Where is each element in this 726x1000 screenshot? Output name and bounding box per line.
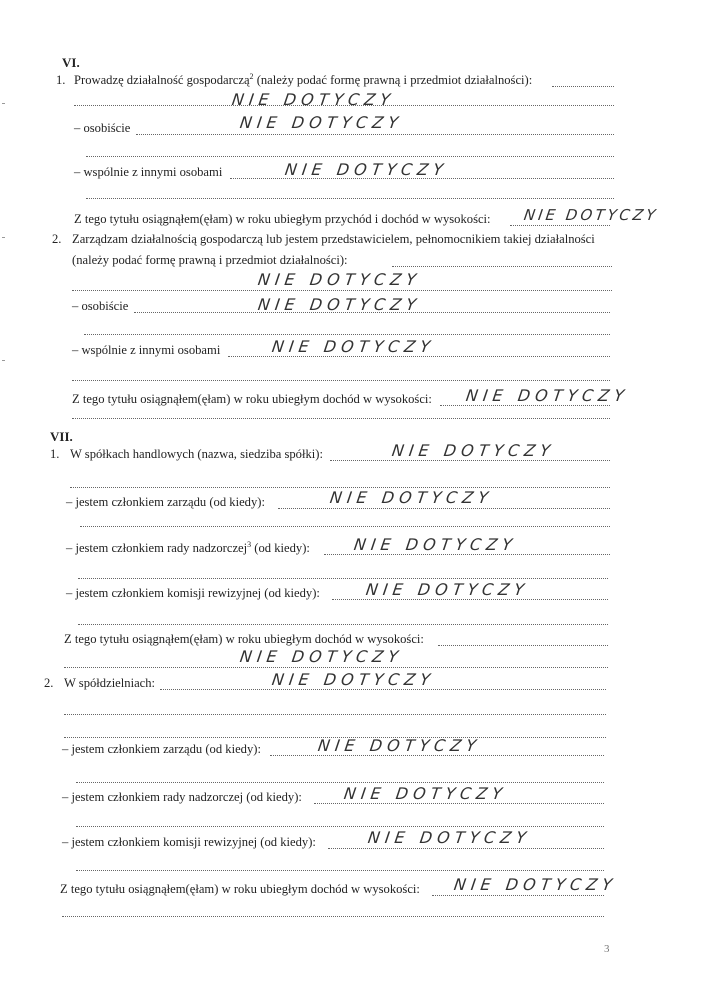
- answer-line[interactable]: [324, 554, 610, 555]
- answer-line[interactable]: [440, 405, 610, 406]
- income-label: Z tego tytułu osiągnąłem(ęłam) w roku ubiegłym dochód w wysokości:: [60, 882, 420, 896]
- answer-line[interactable]: [510, 225, 610, 226]
- board-label: – jestem członkiem zarządu (od kiedy):: [66, 495, 265, 509]
- answer-line[interactable]: [438, 645, 608, 646]
- handwritten-answer: NIE DOTYCZY: [366, 828, 533, 847]
- answer-line[interactable]: [72, 380, 610, 381]
- answer-line[interactable]: [160, 689, 606, 690]
- answer-line[interactable]: [432, 895, 604, 896]
- answer-line[interactable]: [78, 624, 608, 625]
- answer-line[interactable]: [64, 714, 606, 715]
- supervisory-label: – jestem członkiem rady nadzorczej$^3$ (od kiedy):: [66, 539, 310, 555]
- personally-label: – osobiście: [74, 121, 131, 135]
- answer-line[interactable]: [278, 508, 610, 509]
- handwritten-answer: NIE DOTYCZY: [316, 736, 483, 755]
- handwritten-answer: NIE DOTYCZY: [270, 337, 437, 356]
- supervisory-label: – jestem członkiem rady nadzorczej (od kiedy):: [62, 790, 302, 804]
- answer-line[interactable]: [332, 599, 608, 600]
- answer-line[interactable]: [80, 526, 610, 527]
- footnote-ref: 2: [249, 71, 254, 81]
- answer-line[interactable]: [270, 755, 604, 756]
- answer-line[interactable]: [136, 134, 614, 135]
- answer-line[interactable]: [552, 86, 614, 87]
- section-vi-item2-line2: (należy podać formę prawną i przedmiot działalności):: [72, 253, 348, 267]
- section-vi-heading: VI.: [62, 55, 80, 70]
- handwritten-answer: NIE DOTYCZY: [364, 580, 531, 599]
- handwritten-answer: NIE DOTYCZY: [238, 647, 405, 666]
- answer-line[interactable]: [64, 667, 608, 668]
- scan-mark: [2, 103, 5, 104]
- board-label: – jestem członkiem zarządu (od kiedy):: [62, 742, 261, 756]
- section-vii-heading: VII.: [50, 429, 73, 444]
- handwritten-answer: NIE DOTYCZY: [522, 206, 660, 224]
- answer-line[interactable]: [330, 460, 610, 461]
- jointly-label: – wspólnie z innymi osobami: [72, 343, 221, 357]
- section-vii-item2-number: 2.: [44, 676, 54, 690]
- footnote-ref: 3: [247, 539, 252, 549]
- answer-line[interactable]: [76, 782, 604, 783]
- income-label: Z tego tytułu osiągnąłem(ęłam) w roku ubiegłym dochód w wysokości:: [72, 392, 432, 406]
- audit-label: – jestem członkiem komisji rewizyjnej (od kiedy):: [62, 835, 316, 849]
- handwritten-answer: NIE DOTYCZY: [230, 90, 397, 109]
- handwritten-answer: NIE DOTYCZY: [283, 160, 450, 179]
- handwritten-answer: NIE DOTYCZY: [390, 441, 557, 460]
- handwritten-answer: NIE DOTYCZY: [256, 270, 423, 289]
- answer-line[interactable]: [86, 156, 614, 157]
- scan-mark: [2, 360, 5, 361]
- section-vi-item2-number: 2.: [52, 232, 62, 246]
- section-vi-item1-number: 1.: [56, 73, 66, 87]
- answer-line[interactable]: [62, 916, 604, 917]
- scan-mark: [2, 237, 5, 238]
- answer-line[interactable]: [72, 290, 612, 291]
- answer-line[interactable]: [72, 418, 610, 419]
- handwritten-answer: NIE DOTYCZY: [270, 670, 437, 689]
- personally-label: – osobiście: [72, 299, 129, 313]
- answer-line[interactable]: [86, 198, 614, 199]
- audit-label: – jestem członkiem komisji rewizyjnej (od kiedy):: [66, 586, 320, 600]
- section-vii-item1-number: 1.: [50, 447, 60, 461]
- answer-line[interactable]: [228, 356, 610, 357]
- section-vi-item2-line1: Zarządzam działalnością gospodarczą lub jestem przedstawicielem, pełnomocnikiem takiej działalności: [72, 232, 595, 246]
- jointly-label: – wspólnie z innymi osobami: [74, 165, 223, 179]
- income-label: Z tego tytułu osiągnąłem(ęłam) w roku ubiegłym przychód i dochód w wysokości:: [74, 212, 491, 226]
- handwritten-answer: NIE DOTYCZY: [352, 535, 519, 554]
- handwritten-answer: NIE DOTYCZY: [256, 295, 423, 314]
- answer-line[interactable]: [392, 266, 612, 267]
- income-label: Z tego tytułu osiągnąłem(ęłam) w roku ubiegłym dochód w wysokości:: [64, 632, 424, 646]
- handwritten-answer: NIE DOTYCZY: [452, 875, 619, 894]
- answer-line[interactable]: [84, 334, 610, 335]
- answer-line[interactable]: [314, 803, 604, 804]
- page-number: 3: [604, 943, 610, 955]
- answer-line[interactable]: [78, 578, 608, 579]
- handwritten-answer: NIE DOTYCZY: [238, 113, 405, 132]
- answer-line[interactable]: [76, 870, 604, 871]
- answer-line[interactable]: [328, 848, 604, 849]
- section-vii-item1-label: W spółkach handlowych (nazwa, siedziba spółki):: [70, 447, 323, 461]
- handwritten-answer: NIE DOTYCZY: [328, 488, 495, 507]
- section-vi-item1-label: Prowadzę działalność gospodarczą$^2$ (należy podać formę prawną i przedmiot działalności):: [74, 71, 533, 87]
- handwritten-answer: NIE DOTYCZY: [342, 784, 509, 803]
- answer-line[interactable]: [76, 826, 604, 827]
- handwritten-answer: NIE DOTYCZY: [464, 386, 631, 405]
- section-vii-item2-label: W spółdzielniach:: [64, 676, 156, 690]
